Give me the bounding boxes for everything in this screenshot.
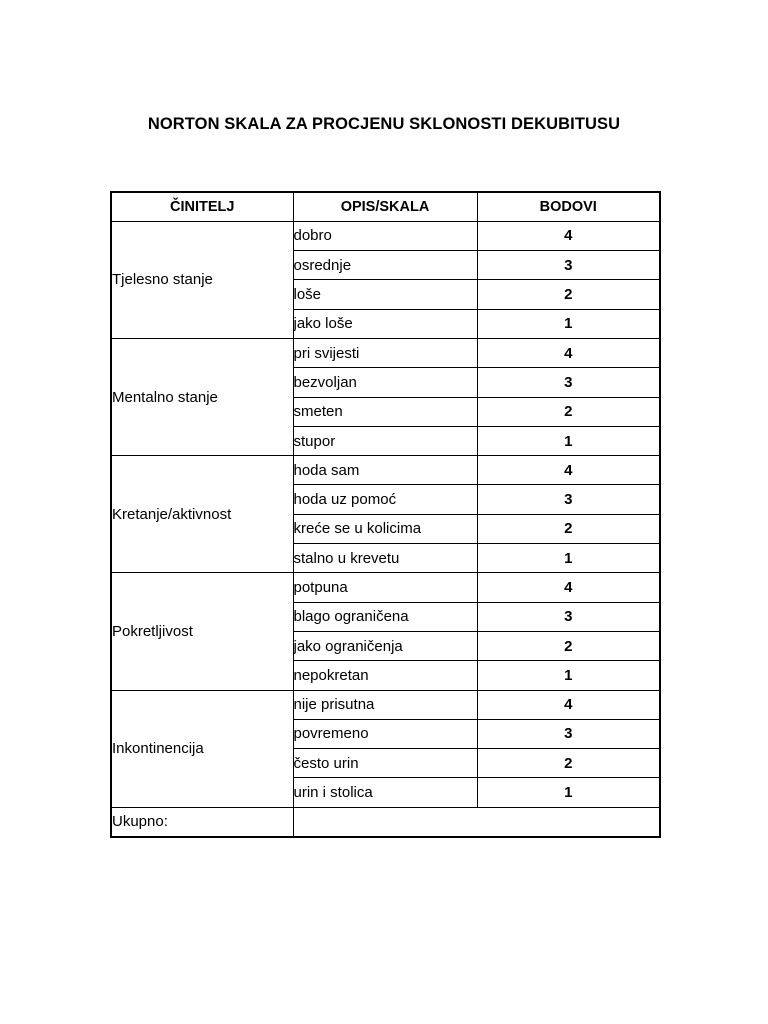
table-row <box>111 456 660 485</box>
points-cell: 1 <box>477 544 660 573</box>
description-cell: dobro <box>293 221 477 250</box>
description-cell: često urin <box>293 749 477 778</box>
factor-cell: Pokretljivost <box>111 573 293 690</box>
total-row <box>111 807 660 836</box>
points-cell: 1 <box>477 778 660 807</box>
table-row <box>111 221 660 250</box>
description-cell: blago ograničena <box>293 602 477 631</box>
table-row <box>111 338 660 367</box>
points-cell: 3 <box>477 251 660 280</box>
points-cell: 4 <box>477 456 660 485</box>
points-cell: 1 <box>477 309 660 338</box>
column-header-factor: ČINITELJ <box>111 192 293 221</box>
description-cell: jako ograničenja <box>293 631 477 660</box>
table-header-row <box>111 192 660 221</box>
column-header-description: OPIS/SKALA <box>293 192 477 221</box>
description-cell: osrednje <box>293 251 477 280</box>
description-cell: hoda uz pomoć <box>293 485 477 514</box>
column-header-points: BODOVI <box>477 192 660 221</box>
total-value-cell <box>293 807 660 836</box>
total-label: Ukupno: <box>111 807 293 836</box>
points-cell: 2 <box>477 749 660 778</box>
description-cell: kreće se u kolicima <box>293 514 477 543</box>
points-cell: 4 <box>477 221 660 250</box>
points-cell: 2 <box>477 397 660 426</box>
description-cell: hoda sam <box>293 456 477 485</box>
table-row <box>111 690 660 719</box>
description-cell: bezvoljan <box>293 368 477 397</box>
factor-cell: Mentalno stanje <box>111 338 293 455</box>
factor-cell: Kretanje/aktivnost <box>111 456 293 573</box>
description-cell: smeten <box>293 397 477 426</box>
points-cell: 4 <box>477 690 660 719</box>
points-cell: 3 <box>477 719 660 748</box>
description-cell: urin i stolica <box>293 778 477 807</box>
norton-scale-table <box>110 191 661 838</box>
description-cell: povremeno <box>293 719 477 748</box>
description-cell: potpuna <box>293 573 477 602</box>
description-cell: loše <box>293 280 477 309</box>
points-cell: 3 <box>477 368 660 397</box>
points-cell: 3 <box>477 602 660 631</box>
points-cell: 1 <box>477 426 660 455</box>
points-cell: 2 <box>477 631 660 660</box>
points-cell: 2 <box>477 514 660 543</box>
points-cell: 2 <box>477 280 660 309</box>
points-cell: 4 <box>477 338 660 367</box>
points-cell: 1 <box>477 661 660 690</box>
description-cell: nije prisutna <box>293 690 477 719</box>
factor-cell: Inkontinencija <box>111 690 293 807</box>
points-cell: 3 <box>477 485 660 514</box>
description-cell: pri svijesti <box>293 338 477 367</box>
page-title: NORTON SKALA ZA PROCJENU SKLONOSTI DEKUBITUSU <box>147 115 621 133</box>
description-cell: stupor <box>293 426 477 455</box>
description-cell: stalno u krevetu <box>293 544 477 573</box>
description-cell: nepokretan <box>293 661 477 690</box>
factor-cell: Tjelesno stanje <box>111 221 293 338</box>
description-cell: jako loše <box>293 309 477 338</box>
points-cell: 4 <box>477 573 660 602</box>
table-row <box>111 573 660 602</box>
